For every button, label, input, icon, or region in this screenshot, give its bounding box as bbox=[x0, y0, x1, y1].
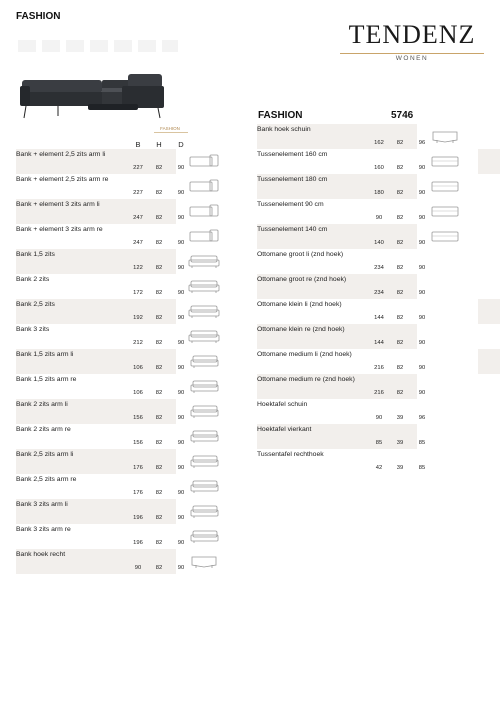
sofa-icon bbox=[188, 253, 220, 269]
dim-b: 234 bbox=[374, 290, 384, 296]
sofa-arm-icon bbox=[188, 403, 220, 419]
dim-b: 90 bbox=[375, 215, 383, 221]
page-title: FASHION bbox=[16, 11, 61, 22]
product-name: Bank 1,5 zits bbox=[16, 251, 55, 258]
logo-text: TENDENZ bbox=[348, 20, 476, 49]
dim-d: 90 bbox=[177, 340, 185, 346]
left_items-row bbox=[16, 274, 256, 299]
dim-d: 90 bbox=[418, 290, 426, 296]
right_items-row bbox=[257, 199, 500, 224]
right_items-row bbox=[257, 399, 500, 424]
sofa-element-icon bbox=[188, 153, 220, 169]
dim-b: 140 bbox=[374, 240, 384, 246]
dim-h: 82 bbox=[155, 440, 163, 446]
right_items-row bbox=[257, 349, 500, 374]
dim-h: 82 bbox=[396, 215, 404, 221]
dim-h: 82 bbox=[396, 265, 404, 271]
dim-h: 82 bbox=[155, 465, 163, 471]
dim-d: 90 bbox=[177, 215, 185, 221]
dim-d: 90 bbox=[418, 240, 426, 246]
dim-d: 90 bbox=[418, 365, 426, 371]
product-name: Tussenelement 160 cm bbox=[257, 151, 328, 158]
left_items-row bbox=[16, 449, 256, 474]
dim-d: 90 bbox=[418, 390, 426, 396]
sofa-arm-icon bbox=[188, 453, 220, 469]
dim-h: 82 bbox=[155, 215, 163, 221]
dim-h: 82 bbox=[155, 415, 163, 421]
right_items-row bbox=[257, 149, 500, 174]
dim-d: 90 bbox=[177, 190, 185, 196]
dim-d: 90 bbox=[177, 290, 185, 296]
dim-h: 82 bbox=[155, 390, 163, 396]
dim-b: 42 bbox=[375, 465, 383, 471]
dim-d: 85 bbox=[418, 465, 426, 471]
dim-b: 162 bbox=[374, 140, 384, 146]
middle-element-icon bbox=[429, 228, 461, 244]
right_items-row bbox=[257, 124, 500, 149]
collection-code: 5746 bbox=[391, 110, 414, 121]
dim-h: 82 bbox=[155, 490, 163, 496]
brand-logo bbox=[338, 20, 486, 65]
sofa-icon bbox=[188, 278, 220, 294]
right_items-row bbox=[257, 299, 500, 324]
product-name: Ottomane groot li (znd hoek) bbox=[257, 251, 344, 258]
dim-d: 90 bbox=[177, 515, 185, 521]
left-product-list bbox=[16, 149, 256, 574]
right_items-row bbox=[257, 374, 500, 399]
logo-subtitle: WONEN bbox=[395, 55, 429, 62]
dim-h: 82 bbox=[155, 365, 163, 371]
dim-d: 90 bbox=[177, 465, 185, 471]
dim-d: 90 bbox=[418, 315, 426, 321]
column-header-brand: FASHION bbox=[160, 126, 180, 131]
product-name: Ottomane groot re (znd hoek) bbox=[257, 276, 347, 283]
dim-d: 90 bbox=[177, 490, 185, 496]
product-name: Bank + element 3 zits arm re bbox=[16, 226, 103, 233]
dim-h: 82 bbox=[396, 365, 404, 371]
left_items-row bbox=[16, 149, 256, 174]
left_items-row bbox=[16, 374, 256, 399]
dim-h: 82 bbox=[155, 565, 163, 571]
left_items-row bbox=[16, 324, 256, 349]
sofa-element-icon bbox=[188, 203, 220, 219]
dim-b: 192 bbox=[133, 315, 143, 321]
edge-band bbox=[478, 349, 500, 374]
middle-element-icon bbox=[429, 153, 461, 169]
edge-band bbox=[478, 299, 500, 324]
product-name: Hoektafel vierkant bbox=[257, 426, 312, 433]
dim-b: 247 bbox=[133, 215, 143, 221]
dim-h: 39 bbox=[396, 415, 404, 421]
product-name: Ottomane medium re (znd hoek) bbox=[257, 376, 355, 383]
dim-d: 90 bbox=[177, 415, 185, 421]
col-header-b: B bbox=[135, 140, 141, 149]
dim-h: 82 bbox=[155, 515, 163, 521]
dim-d: 90 bbox=[418, 190, 426, 196]
right_items-row bbox=[257, 224, 500, 249]
left_items-row bbox=[16, 224, 256, 249]
dim-b: 144 bbox=[374, 340, 384, 346]
sofa-icon bbox=[188, 303, 220, 319]
dim-b: 227 bbox=[133, 190, 143, 196]
dim-h: 82 bbox=[396, 190, 404, 196]
col-header-d: D bbox=[178, 140, 184, 149]
sofa-arm-icon bbox=[188, 503, 220, 519]
dim-h: 82 bbox=[155, 190, 163, 196]
dim-h: 82 bbox=[155, 315, 163, 321]
product-name: Tussenelement 140 cm bbox=[257, 226, 328, 233]
product-name: Tussentafel rechthoek bbox=[257, 451, 324, 458]
dim-d: 90 bbox=[177, 390, 185, 396]
product-name: Ottomane klein li (znd hoek) bbox=[257, 301, 342, 308]
dim-d: 85 bbox=[418, 440, 426, 446]
product-name: Hoektafel schuin bbox=[257, 401, 308, 408]
dim-h: 82 bbox=[155, 340, 163, 346]
product-name: Ottomane klein re (znd hoek) bbox=[257, 326, 345, 333]
dim-b: 216 bbox=[374, 390, 384, 396]
middle-element-icon bbox=[429, 203, 461, 219]
dim-d: 90 bbox=[177, 315, 185, 321]
dim-b: 106 bbox=[133, 365, 143, 371]
sofa-product-image bbox=[18, 66, 168, 122]
dim-d: 90 bbox=[177, 165, 185, 171]
dim-b: 196 bbox=[133, 515, 143, 521]
left_items-row bbox=[16, 399, 256, 424]
dim-d: 90 bbox=[177, 240, 185, 246]
sofa-element-icon bbox=[188, 228, 220, 244]
dim-b: 180 bbox=[374, 190, 384, 196]
product-name: Bank 2,5 zits arm re bbox=[16, 476, 77, 483]
dim-b: 160 bbox=[374, 165, 384, 171]
sofa-arm-icon bbox=[188, 428, 220, 444]
logo-divider bbox=[340, 53, 484, 54]
dim-b: 176 bbox=[133, 490, 143, 496]
dim-h: 82 bbox=[396, 165, 404, 171]
product-name: Bank + element 2,5 zits arm li bbox=[16, 151, 106, 158]
sofa-element-icon bbox=[188, 178, 220, 194]
product-name: Bank 2 zits bbox=[16, 276, 50, 283]
product-name: Bank 3 zits bbox=[16, 326, 50, 333]
product-name: Bank 2,5 zits arm li bbox=[16, 451, 74, 458]
product-name: Ottomane medium li (znd hoek) bbox=[257, 351, 352, 358]
sofa-arm-icon bbox=[188, 478, 220, 494]
product-name: Bank 1,5 zits arm re bbox=[16, 376, 77, 383]
corner-seat-icon bbox=[188, 553, 220, 569]
dim-h: 82 bbox=[155, 265, 163, 271]
dim-h: 39 bbox=[396, 465, 404, 471]
dim-b: 156 bbox=[133, 415, 143, 421]
sofa-arm-icon bbox=[188, 378, 220, 394]
product-name: Bank hoek recht bbox=[16, 551, 66, 558]
dim-d: 90 bbox=[418, 265, 426, 271]
dim-d: 90 bbox=[177, 365, 185, 371]
edge-band bbox=[478, 149, 500, 174]
dim-b: 122 bbox=[133, 265, 143, 271]
product-name: Bank + element 2,5 zits arm re bbox=[16, 176, 109, 183]
sofa-arm-icon bbox=[188, 353, 220, 369]
left_items-row bbox=[16, 499, 256, 524]
dim-h: 82 bbox=[155, 290, 163, 296]
dim-b: 212 bbox=[133, 340, 143, 346]
sofa-arm-icon bbox=[188, 528, 220, 544]
dim-h: 82 bbox=[155, 240, 163, 246]
dim-b: 227 bbox=[133, 165, 143, 171]
left_items-row bbox=[16, 424, 256, 449]
product-name: Bank 2,5 zits bbox=[16, 301, 55, 308]
collection-title: FASHION bbox=[258, 110, 303, 121]
dim-h: 82 bbox=[396, 315, 404, 321]
dim-d: 96 bbox=[418, 140, 426, 146]
dim-b: 176 bbox=[133, 465, 143, 471]
dim-d: 90 bbox=[177, 540, 185, 546]
dim-b: 234 bbox=[374, 265, 384, 271]
left_items-row bbox=[16, 524, 256, 549]
dim-b: 196 bbox=[133, 540, 143, 546]
dim-d: 90 bbox=[177, 440, 185, 446]
dim-b: 106 bbox=[133, 390, 143, 396]
column-header bbox=[16, 126, 256, 150]
left_items-row bbox=[16, 299, 256, 324]
dim-h: 82 bbox=[396, 290, 404, 296]
dim-d: 90 bbox=[177, 565, 185, 571]
dim-h: 82 bbox=[396, 340, 404, 346]
column-header-divider bbox=[154, 132, 188, 133]
dim-b: 85 bbox=[375, 440, 383, 446]
dim-b: 172 bbox=[133, 290, 143, 296]
dim-d: 90 bbox=[418, 340, 426, 346]
col-header-h: H bbox=[156, 140, 162, 149]
product-name: Bank 3 zits arm li bbox=[16, 501, 68, 508]
right_items-row bbox=[257, 424, 500, 449]
dim-d: 90 bbox=[418, 215, 426, 221]
right_items-row bbox=[257, 324, 500, 349]
left_items-row bbox=[16, 349, 256, 374]
right_items-row bbox=[257, 274, 500, 299]
product-name: Tussenelement 180 cm bbox=[257, 176, 328, 183]
product-name: Bank 2 zits arm li bbox=[16, 401, 68, 408]
left_items-row bbox=[16, 474, 256, 499]
dim-b: 156 bbox=[133, 440, 143, 446]
sofa-icon bbox=[188, 328, 220, 344]
product-name: Tussenelement 90 cm bbox=[257, 201, 324, 208]
dim-h: 82 bbox=[396, 140, 404, 146]
right-product-list bbox=[257, 124, 500, 474]
product-name: Bank 2 zits arm re bbox=[16, 426, 71, 433]
dim-b: 90 bbox=[134, 565, 142, 571]
hero-faint-text bbox=[18, 40, 178, 52]
dim-d: 90 bbox=[418, 165, 426, 171]
product-name: Bank 3 zits arm re bbox=[16, 526, 71, 533]
left_items-row bbox=[16, 199, 256, 224]
left_items-row bbox=[16, 249, 256, 274]
right_items-row bbox=[257, 449, 500, 474]
dim-h: 39 bbox=[396, 440, 404, 446]
dim-b: 216 bbox=[374, 365, 384, 371]
dim-d: 96 bbox=[418, 415, 426, 421]
dim-h: 82 bbox=[396, 390, 404, 396]
left_items-row bbox=[16, 174, 256, 199]
right_items-row bbox=[257, 249, 500, 274]
dim-h: 82 bbox=[396, 240, 404, 246]
dim-h: 82 bbox=[155, 165, 163, 171]
product-name: Bank + element 3 zits arm li bbox=[16, 201, 100, 208]
dim-h: 82 bbox=[155, 540, 163, 546]
dim-b: 90 bbox=[375, 415, 383, 421]
right_items-row bbox=[257, 174, 500, 199]
corner-seat-icon bbox=[429, 128, 461, 144]
middle-element-icon bbox=[429, 178, 461, 194]
left_items-row bbox=[16, 549, 256, 574]
product-name: Bank 1,5 zits arm li bbox=[16, 351, 74, 358]
dim-b: 144 bbox=[374, 315, 384, 321]
dim-d: 90 bbox=[177, 265, 185, 271]
dim-b: 247 bbox=[133, 240, 143, 246]
product-name: Bank hoek schuin bbox=[257, 126, 311, 133]
